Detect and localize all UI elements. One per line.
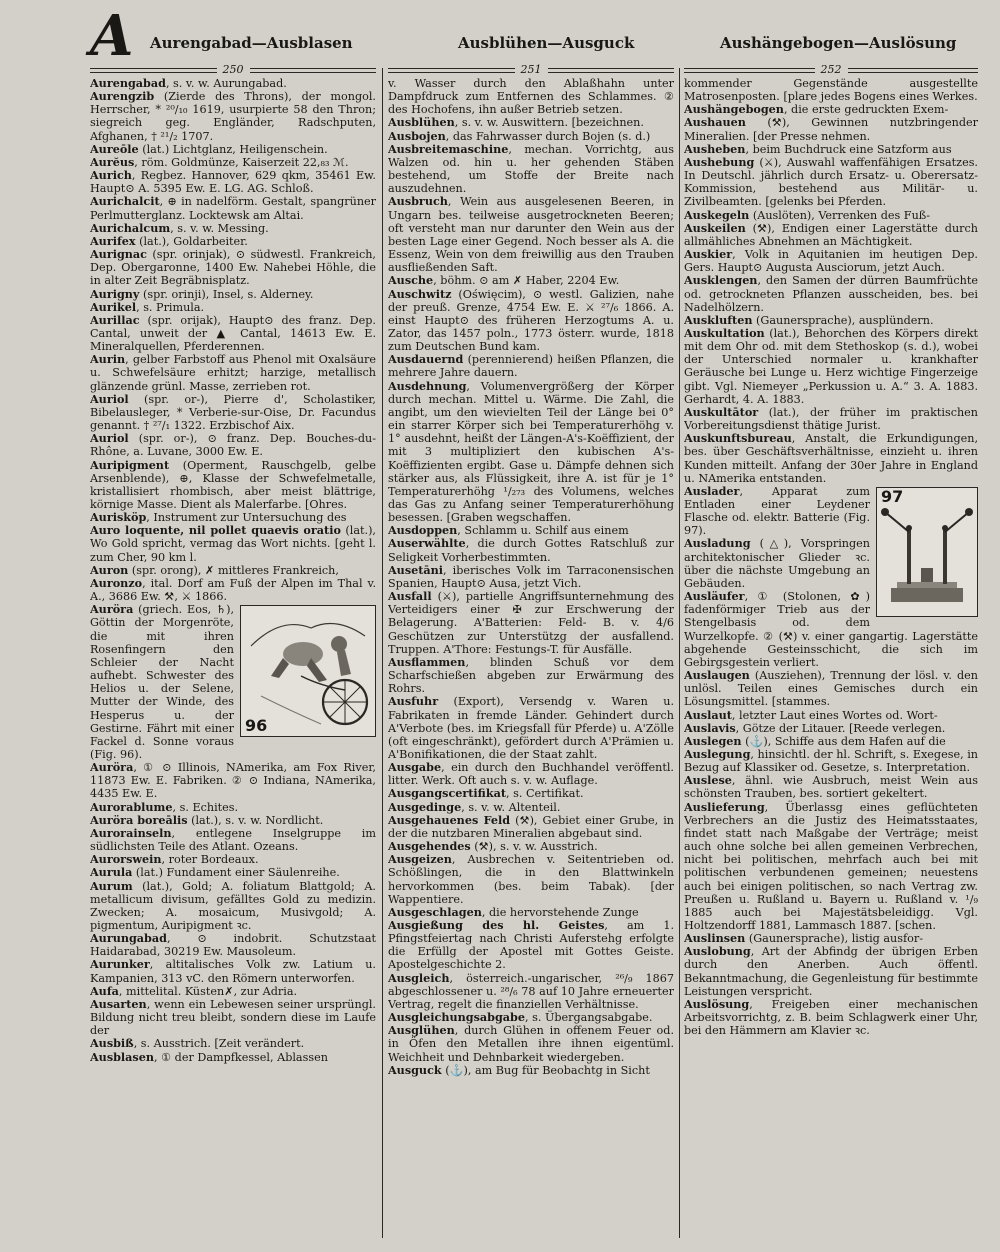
dictionary-entry <box>388 288 674 354</box>
entry-headword: Auslieferung <box>684 799 765 814</box>
entry-definition: (lat.), s. v. w. Nordlicht. <box>187 813 324 827</box>
dictionary-entry <box>90 353 376 392</box>
discharger-apparatus-illustration <box>877 488 977 616</box>
entry-definition: , Regbez. Hannover, 629 qkm, 35461 Ew. Haupt⊙ A. 5395 Ew. E. LG. AG. Schloß. <box>90 169 376 196</box>
entry-headword: Auserwählte <box>388 536 466 551</box>
entry-definition: (perennierend) heißen Pflanzen, die mehrere Jahre dauern. <box>388 353 674 380</box>
entry-headword: Auron <box>90 562 129 577</box>
entry-definition: , ein durch den Buchhandel veröffentl. litter. Werk. Oft auch s. v. w. Auflage. <box>388 761 674 788</box>
entry-definition: , iberisches Volk im Tarraconensischen Spanien, Haupt⊙ Ausa, jetzt Vich. <box>388 563 674 590</box>
entry-definition: (spr. or-), Pierre d', Scholastiker, Bibelausleger, * Verberie-sur-Oise, Dr. Facundus genannt. † ²⁷/₁ 1322. Erzbischof Aix. <box>90 392 376 433</box>
dictionary-entry <box>684 222 978 248</box>
dictionary-entry <box>684 274 978 313</box>
dictionary-entry <box>388 195 674 274</box>
entry-definition: , ① ⊙ Illinois, NAmerika, am Fox River, 11873 Ew. E. Fabriken. ② ⊙ Indiana, NAmerika, 4435 Ew. E. <box>90 761 376 801</box>
entry-headword: Ausarten <box>90 996 147 1011</box>
dictionary-entry <box>388 1064 674 1077</box>
entry-headword: Auskultātor <box>684 404 759 419</box>
entry-definition: , s. v. w. Messing. <box>170 221 269 235</box>
column-1 <box>90 64 376 1246</box>
entry-headword: Ausgeizen <box>388 852 452 867</box>
entry-headword: Auslaugen <box>684 668 750 683</box>
entry-definition: , roter Bordeaux. <box>161 853 259 867</box>
entry-definition: , Überlassg eines geflüchteten Verbrechers an die Justiz des Heimatsstaates, findet statt nach Maßgabe der Verträge; meist auch ohne solche bei allen gemeinen Verbrechen, nicht bei politischen, mehrfach auch bei mit politischen verbundenen gemeinen; neuestens auch bei einigen politischen, so nach Vertrag zw. Preußen u. Rußland u. Bayern u. Rußland v. ¹/₉ 1885 auch bei Majestätsbeleidigg. Vgl. Holtzendorff 1881, Lammasch 1887. [schen. <box>684 800 978 932</box>
entry-definition: (lat.) Fundament einer Säulenreihe. <box>132 866 340 880</box>
entry-definition: kommender Gegenstände ausgestellte Matrosenposten. [plare jedes Bogens eines Werkes. <box>684 77 978 104</box>
entry-definition: , Anstalt, die Erkundigungen, bes. über Geschäftsverhältnisse, einzieht u. ihren Kunden mitteilt. Anfang der 30er Jahre in England u. NAmerika entstanden. <box>684 432 978 485</box>
entry-headword: Auslese <box>684 773 732 788</box>
dictionary-entry <box>684 801 978 933</box>
dictionary-entry <box>90 577 376 603</box>
entry-headword: Aushebung <box>684 154 755 169</box>
entry-headword: Auslobung <box>684 944 751 959</box>
entry-definition: , die hervorstehende Zunge <box>481 905 639 919</box>
entry-headword: Aurula <box>90 865 133 880</box>
entry-headword: Aurorainseln <box>90 825 172 840</box>
entry-headword: Auronzo <box>90 575 143 590</box>
entry-headword: Ausblasen <box>90 1049 154 1064</box>
entry-definition: , Instrument zur Untersuchung des <box>146 511 347 525</box>
entry-definition: , s. v. w. Auswittern. [bezeichnen. <box>454 116 644 130</box>
entry-headword: Aurorablume <box>90 799 173 814</box>
entry-headword: Aurich <box>90 168 132 183</box>
entry-headword: Ausgabe <box>388 760 442 775</box>
entry-headword: Aurum <box>90 878 133 893</box>
entry-definition: , österreich.-ungarischer, ²⁶/₉ 1867 abgeschlossener u. ²⁸/₆ 78 auf 10 Jahre erneuerter Vertrag, regelt die finanziellen Verhältnisse. <box>388 971 674 1011</box>
entry-headword: Auripigment <box>90 457 170 472</box>
entry-definition: (⚓), Schiffe aus dem Hafen auf die <box>741 734 946 748</box>
entry-definition: (⚒), Gewinnen nutzbringender Mineralien. [der Presse nehmen. <box>684 116 978 143</box>
entry-definition: , s. Echites. <box>172 800 239 814</box>
entry-headword: Auslaut <box>684 707 732 722</box>
entry-definition: (Oświęcim), ⊙ westl. Galizien, nahe der preuß. Grenze, 4754 Ew. E. ⚔ ²⁷/₆ 1866. A. einst Haupt⊙ des früheren Herzogtums A. u. Zator, das 1457 poln., 1773 österr. wurde, 1818 zum Deutschen Bund kam. <box>388 287 674 354</box>
dictionary-entry <box>684 77 978 103</box>
column-2 <box>388 64 674 1246</box>
dictionary-entry <box>388 1024 674 1063</box>
entry-definition: , ⊙ indobrit. Schutzstaat Haidarabad, 30219 Ew. Mausoleum. <box>90 932 376 959</box>
entry-headword: Aurifex <box>90 233 136 248</box>
entry-definition: , den Samen der dürren Baumfrüchte od. getrockneten Pflanzen ausscheiden, bes. bei Nadelhölzern. <box>684 274 978 314</box>
entry-definition: (⚒), Gebiet einer Grube, in der die nutzbaren Mineralien abgebaut sind. <box>388 813 674 840</box>
page-number-250: 250 <box>90 64 376 76</box>
entry-definition: , s. Primula. <box>136 300 205 314</box>
entry-headword: Auskunftsbureau <box>684 431 792 446</box>
dictionary-entry <box>388 853 674 906</box>
entry-headword: Ausdoppen <box>388 523 458 538</box>
dictionary-entry <box>90 761 376 800</box>
entry-definition: (lat.), Behorchen des Körpers direkt mit dem Ohr od. mit dem Stethoskop (s. d.), wobei der Unterschied normaler u. krankhafter Geräusche bei Lunge u. Herz wichtige Fingerzeige gibt. Vgl. Niemeyer „Perkussion u. A.“ 3. A. 1883. Gerhardt, 4. A. 1883. <box>684 326 978 406</box>
column-rule <box>382 68 383 1238</box>
entry-headword: Ausguck <box>388 1062 442 1077</box>
entry-headword: Ausfall <box>388 589 432 604</box>
entry-definition: (Ausziehen), Trennung der lösl. v. den unlösl. Teilen eines Gemisches durch ein Lösungsmittel. [stammes. <box>684 669 978 709</box>
entry-headword: Aurorswein <box>90 852 162 867</box>
dictionary-entry <box>90 1051 376 1064</box>
entry-headword: Ausdehnung <box>388 378 467 393</box>
dictionary-entry <box>388 919 674 972</box>
entry-headword: Auschwitz <box>388 286 452 301</box>
entry-headword: Ausladung <box>684 536 751 551</box>
entry-headword: Aurigny <box>90 286 140 301</box>
entry-definition: (lat.), Gold; A. foliatum Blattgold; A. metallicum divisum, gefälltes Gold zu medizin. Zwecken; A. mosaicum, Musivgold; A. pigmentum, Auripigment ꝛc. <box>90 879 376 932</box>
entry-headword: Auskier <box>684 247 733 262</box>
entry-definition: , s. Certifikat. <box>505 787 584 801</box>
entry-definition: , ital. Dorf am Fuß der Alpen im Thal v. A., 3686 Ew. ⚒, ⚔ 1866. <box>90 576 376 604</box>
entry-definition: (griech. Eos, ♄), Göttin der Morgenröte, die mit ihren Rosenfingern den Schleier der Nacht aufhebt. Schwester des Helios u. der Selene, Mutter der Winde, des Hesperus u. der Gestirne. Fährt mit einer Fackel d. Sonne voraus (Fig. 96). <box>90 603 234 761</box>
entry-definition: , gelber Farbstoff aus Phenol mit Oxalsäure u. Schwefelsäure erhitzt; harzige, metallisch glänzende grünl. Masse, zerrieben rot. <box>90 353 376 393</box>
figure-number: 97 <box>881 486 904 506</box>
text-columns <box>90 64 980 1246</box>
page-number-252: 252 <box>684 64 978 76</box>
entry-headword: Ausgießung des hl. Geistes <box>388 918 605 932</box>
dictionary-entry <box>388 537 674 563</box>
entry-definition: , s. v. w. Aurungabad. <box>165 77 287 90</box>
entry-headword: Aurengabad <box>90 76 166 90</box>
dictionary-entry <box>684 945 978 998</box>
entry-definition: v. Wasser durch den Ablaßhahn unter Dampfdruck zum Entfernen des Schlammes. ② des Hochofens, ihn außer Betrieb setzen. <box>388 77 674 117</box>
entry-headword: Aurichalcum <box>90 220 171 235</box>
entry-headword: Ausglühen <box>388 1023 455 1038</box>
running-head-left: Aurengabad—Ausblasen <box>150 34 353 52</box>
entry-headword: Ausfuhr <box>388 694 439 709</box>
dictionary-entry <box>90 314 376 353</box>
dictionary-entry <box>90 827 376 853</box>
column-1-entries <box>90 77 376 1064</box>
entry-definition: (spr. or-), ⊙ franz. Dep. Bouches-du-Rhône, a. Luvane, 3000 Ew. E. <box>90 432 376 459</box>
dictionary-entry <box>684 116 978 142</box>
entry-definition: (⚔), Auswahl waffenfähigen Ersatzes. In Deutschl. jährlich durch Ersatz- u. Oberersatz-Kommission, bestehend aus Militär- u. Zivilbeamten. [gelenks bei Pferden. <box>684 155 978 209</box>
entry-definition: , Apparat zum Entladen einer Leydener Flasche od. elektr. Batterie (Fig. 97). <box>684 484 870 538</box>
entry-definition: , letzter Laut eines Wortes od. Wort- <box>731 708 938 722</box>
entry-definition: , s. Übergangsabgabe. <box>524 1011 653 1025</box>
entry-definition: (lat.) Lichtglanz, Heiligenschein. <box>138 142 328 156</box>
entry-definition: , s. v. w. Altenteil. <box>461 800 561 814</box>
entry-headword: Auriol <box>90 391 129 406</box>
dictionary-entry <box>388 814 674 840</box>
dictionary-entry <box>684 248 978 274</box>
dictionary-entry <box>90 853 376 866</box>
entry-headword: Auslösung <box>684 996 750 1011</box>
entry-headword: Ausgehauenes Feld <box>388 812 511 827</box>
entry-definition: , röm. Goldmünze, Kaiserzeit 22,₈₃ ℳ. <box>134 155 349 169</box>
entry-headword: Aurignac <box>90 247 147 262</box>
entry-headword: Ausdauernd <box>388 352 464 367</box>
entry-headword: Auriol <box>90 431 129 446</box>
entry-definition: (spr. orinji), Insel, s. Alderney. <box>139 287 314 301</box>
entry-headword: Ausetāni <box>388 562 444 577</box>
dictionary-entry <box>684 327 978 406</box>
entry-definition: , am 1. Pfingstfeiertag nach Christi Auferstehg erfolgte die Erfüllg der Apostel mit Gottes Geiste. Apostelgeschichte 2. <box>388 919 674 972</box>
entry-definition: (Export), Versendg v. Waren u. Fabrikaten in fremde Länder. Gehindert durch A'Verbote (bes. im Kriegsfall für Pferde) u. A'Zölle (oft eingeschränkt), gefördert durch A'Prämien u. A'Bonifikationen, die der Staat zahlt. <box>388 695 674 761</box>
entry-definition: , blinden Schuß vor dem Scharfschießen abgeben zur Erwärmung des Rohrs. <box>388 655 674 696</box>
entry-definition: (Gaunersprache), listig ausfor- <box>745 932 924 946</box>
column-3-entries <box>684 77 978 1037</box>
dictionary-entry <box>90 156 376 169</box>
entry-definition: , ähnl. wie Ausbruch, meist Wein aus schönsten Trauben, bes. sortiert gekeltert. <box>684 774 978 801</box>
entry-headword: Auskeilen <box>684 220 746 235</box>
column-2-entries <box>388 77 674 1077</box>
entry-definition: (⚓), am Bug für Beobachtg in Sicht <box>441 1063 650 1077</box>
entry-headword: Aushauen <box>684 115 746 130</box>
entry-definition: , Wein aus ausgelesenen Beeren, in Ungarn bes. teilweise ausgetrockneten Beeren; oft versteht man nur darunter den Wein aus der besten Lage einer Gegend. Noch besser als A. die Essenz, Wein von dem freiwillig aus den Trauben ausfließenden Saft. <box>388 195 674 275</box>
entry-definition: (lat.), Wo Gold spricht, vermag das Wort nichts. [geht l. zum Cher, 90 km l. <box>90 524 376 564</box>
entry-definition: (spr. orong), ✗ mittleres Frankreich, <box>128 563 339 577</box>
entry-definition: (spr. orijak), Haupt⊙ des franz. Dep. Cantal, unweit der ▲ Cantal, 14613 Ew. E. Mineralquellen, Pferderennen. <box>90 313 376 354</box>
entry-headword: Auslinsen <box>684 931 746 946</box>
entry-definition: (⚒), s. v. w. Ausstrich. <box>470 840 598 854</box>
entry-definition: (⚒), Endigen einer Lagerstätte durch allmähliches Abnehmen an Mächtigkeit. <box>684 221 978 248</box>
dictionary-entry <box>684 432 978 485</box>
dictionary-entry <box>90 866 376 879</box>
entry-definition: , ① der Dampfkessel, Ablassen <box>153 1050 328 1064</box>
entry-headword: Aurisköp <box>90 510 147 525</box>
dictionary-entry <box>90 90 376 143</box>
entry-headword: Auslader <box>684 483 740 498</box>
dictionary-entry <box>388 656 674 695</box>
dictionary-entry <box>90 393 376 432</box>
entry-definition: (lat.), der früher im praktischen Vorbereitungsdienst thätige Jurist. <box>684 405 978 433</box>
entry-definition: , mittelital. Küsten✗, zur Adria. <box>118 984 298 998</box>
dictionary-entry <box>90 459 376 512</box>
entry-definition: , mechan. Vorrichtg, aus Walzen od. hin u. her gehenden Stäben bestehend, um Stoffe der Breite nach auszudehnen. <box>388 142 674 196</box>
column-3 <box>684 64 978 1246</box>
entry-headword: Ausbojen <box>388 128 446 143</box>
entry-definition: , hinsichtl. der hl. Schrift, s. Exegese, in Bezug auf Klassiker od. Gesetze, s. Interpretation. <box>684 747 978 775</box>
running-head-right: Aushängebogen—Auslösung <box>720 34 957 52</box>
entry-definition: (Gaunersprache), ausplündern. <box>752 313 934 327</box>
running-head-middle: Ausblühen—Ausguck <box>458 34 635 52</box>
dictionary-entry <box>684 774 978 800</box>
dictionary-entry <box>388 564 674 590</box>
dictionary-entry <box>90 932 376 958</box>
entry-headword: Ausbruch <box>388 194 448 209</box>
dictionary-entry <box>684 748 978 774</box>
entry-definition: , böhm. ⊙ am ✗ Haber, 2204 Ew. <box>433 274 620 288</box>
dictionary-entry <box>90 432 376 458</box>
dictionary-entry <box>90 880 376 933</box>
entry-headword: Ausgedinge <box>388 799 462 814</box>
dictionary-entry <box>388 695 674 761</box>
entry-headword: Ausläufer <box>684 589 745 604</box>
dictionary-entry <box>90 958 376 984</box>
entry-definition: , durch Glühen in offenem Feuer od. in Öfen den Metallen ihre ihnen eigentüml. Weichheit und Dehnbarkeit wiedergeben. <box>388 1024 674 1064</box>
column-rule <box>679 68 680 1238</box>
entry-headword: Ausche <box>388 273 434 288</box>
entry-definition: , Volk in Aquitanien im heutigen Dep. Gers. Haupt⊙ Augusta Ausciorum, jetzt Auch. <box>684 248 978 275</box>
section-letter: A <box>90 3 134 69</box>
entry-headword: Aufa <box>90 983 119 998</box>
entry-headword: Auröra <box>90 760 134 775</box>
entry-headword: Auskultation <box>684 325 765 340</box>
entry-headword: Aurĕus <box>90 154 135 169</box>
entry-headword: Aureōle <box>90 141 139 156</box>
entry-definition: , ① (Stolonen, ✿) fadenförmiger Trieb aus der Stengelbasis od. dem Wurzelkopfe. ② (⚒) v. einer gangartig. Lagerstätte abgehende Gesteinsschicht, die sich im Gebirgsgestein verliert. <box>684 590 978 669</box>
entry-definition: , ⊕ in nadelförm. Gestalt, spangrüner Perlmutterglanz. Locktewsk am Altai. <box>90 195 376 222</box>
entry-definition: , wenn ein Lebewesen seiner ursprüngl. Bildung nicht treu bleibt, sondern diese im Laufe der <box>90 997 376 1038</box>
entry-definition: (lat.), Goldarbeiter. <box>135 234 248 248</box>
figure-96-aurora <box>240 605 376 737</box>
dictionary-entry <box>90 195 376 221</box>
dictionary-entry <box>388 972 674 1011</box>
entry-headword: Aushängebogen <box>684 102 784 117</box>
dictionary-entry <box>90 998 376 1037</box>
entry-headword: Aurin <box>90 352 126 367</box>
entry-headword: Aurikel <box>90 299 137 314</box>
dictionary-entry <box>90 169 376 195</box>
figure-97-auslader <box>876 487 978 617</box>
dictionary-entry <box>684 156 978 209</box>
entry-definition: , das Fahrwasser durch Bojen (s. d.) <box>445 129 651 143</box>
entry-definition: (Operment, Rauschgelb, gelbe Arsenblende), ⊕, Klasse der Schwefelmetalle, kristallisiert rhombisch, aber meist blättrige, körnige Masse. Dient als Malerfarbe. [Ohres. <box>90 458 376 511</box>
entry-headword: Auskegeln <box>684 207 750 222</box>
entry-headword: Auro loquente, nil pollet quaevis oratio <box>90 523 341 538</box>
entry-definition: (△), Vorspringen architektonischer Glieder ꝛc. über die nächste Umgebung an Gebäuden. <box>684 537 870 590</box>
entry-definition: (Zierde des Throns), der mongol. Herrscher, * ²⁰/₁₀ 1619, usurpierte 58 den Thron; siegreich geg. Engländer, Radschputen, Afghanen, † ²¹/₂ 1707. <box>90 90 376 143</box>
entry-headword: Aurillac <box>90 312 140 327</box>
entry-definition: , altitalisches Volk zw. Latium u. Kampanien, 313 vC. den Römern unterworfen. <box>90 958 376 985</box>
dictionary-entry <box>684 406 978 432</box>
entry-headword: Ausgleichungsabgabe <box>388 1010 525 1025</box>
running-heads <box>150 34 980 64</box>
dictionary-entry <box>90 248 376 287</box>
entry-definition: , entlegene Inselgruppe im südlichsten Teile des Atlant. Ozeans. <box>90 826 376 854</box>
entry-definition: (Auslöten), Verrenken des Fuß- <box>749 208 931 222</box>
dictionary-entry <box>388 380 674 525</box>
entry-headword: Auslavis <box>684 720 736 735</box>
entry-definition: , Schlamm u. Schilf aus einem <box>457 524 629 538</box>
dictionary-entry <box>388 761 674 787</box>
entry-definition: , s. Ausstrich. [Zeit verändert. <box>133 1037 305 1051</box>
entry-definition: , die erste gedruckten Exem- <box>783 103 949 117</box>
dictionary-entry <box>684 998 978 1037</box>
entry-headword: Ausblühen <box>388 115 455 130</box>
entry-headword: Auskluften <box>684 312 753 327</box>
entry-headword: Ausbiß <box>90 1036 134 1051</box>
entry-headword: Aurengzib <box>90 89 155 104</box>
entry-headword: Ausgleich <box>388 970 450 985</box>
entry-definition: , Volumenvergrößerg der Körper durch mechan. Mittel u. Wärme. Die Zahl, die angibt, um den wievielten Teil der Länge bei 0° ein starrer Körper sich bei Temperaturerhöhg v. 1° ausdehnt, heißt der Längen-A's-Koëffizient, der mit 3 multipliziert den kubischen A's-Koëffizienten ergibt. Gase u. Dämpfe dehnen sich stärker aus, als Flüssigkeit, ihre A. ist für je 1° Temperaturerhöhg ¹/₂₇₃ des Volumens, welches das Gas zu Anfang seiner Temperaturerhöhung besessen. [Graben wegschaffen. <box>388 379 674 525</box>
entry-definition: , Freigeben einer mechanischen Arbeitsvorrichtg, z. B. beim Schlagwerk einer Uhr, bei den Hämmern am Klavier ꝛc. <box>684 997 978 1038</box>
dictionary-entry <box>388 77 674 116</box>
entry-headword: Auröra <box>90 602 134 617</box>
entry-headword: Aurungabad <box>90 931 167 946</box>
entry-definition: , die durch Gottes Ratschluß zur Seligkeit Vorherbestimmten. <box>388 537 674 564</box>
entry-headword: Auröra boreālis <box>90 812 188 827</box>
dictionary-entry <box>388 353 674 379</box>
dictionary-entry <box>388 590 674 656</box>
entry-headword: Ausgangscertifikat <box>388 786 506 801</box>
entry-definition: , Art der Abfindg der übrigen Erben durch den Anerben. Auch öffentl. Bekanntmachung, die Gegenleistung für bestimmte Leistungen verspricht. <box>684 945 978 998</box>
entry-headword: Ausbreitemaschine <box>388 141 509 156</box>
entry-headword: Ausklengen <box>684 273 758 288</box>
entry-headword: Ausheben <box>684 141 746 156</box>
entry-headword: Ausflammen <box>388 654 466 669</box>
entry-headword: Aurichalcit <box>90 194 160 209</box>
dictionary-entry <box>388 143 674 196</box>
entry-headword: Aurunker <box>90 957 150 972</box>
entry-headword: Auslegen <box>684 733 742 748</box>
entry-headword: Auslegung <box>684 746 751 761</box>
figure-number: 96 <box>245 716 268 736</box>
entry-definition: (⚔), partielle Angriffsunternehmung des Verteidigers einer ✠ zur Erschwerung der Belagerung. A'Batterien: Feld- B. v. 4/6 Geschützen zur Unterstützg der ausfallend. Truppen. A'Thore: Festungs-T. für Ausfälle. <box>388 590 674 656</box>
entry-definition: , beim Buchdruck eine Satzform aus <box>745 142 952 156</box>
entry-definition: , Götze der Litauer. [Reede verlegen. <box>735 721 946 735</box>
dictionary-entry <box>684 669 978 708</box>
entry-headword: Ausgehendes <box>388 839 471 854</box>
entry-definition: (spr. orinjak), ⊙ südwestl. Frankreich, Dep. Obergaronne, 1400 Ew. Nahebei Höhle, die in alter Zeit Begräbnisplatz. <box>90 248 376 288</box>
entry-headword: Ausgeschlagen <box>388 904 482 919</box>
dictionary-entry <box>90 524 376 563</box>
entry-definition: , Ausbrechen v. Seitentrieben od. Schößlingen, die in den Blattwinkeln hervorkommen (bes. beim Tabak). [der Wappentiere. <box>388 853 674 906</box>
page-number-251: 251 <box>388 64 674 76</box>
